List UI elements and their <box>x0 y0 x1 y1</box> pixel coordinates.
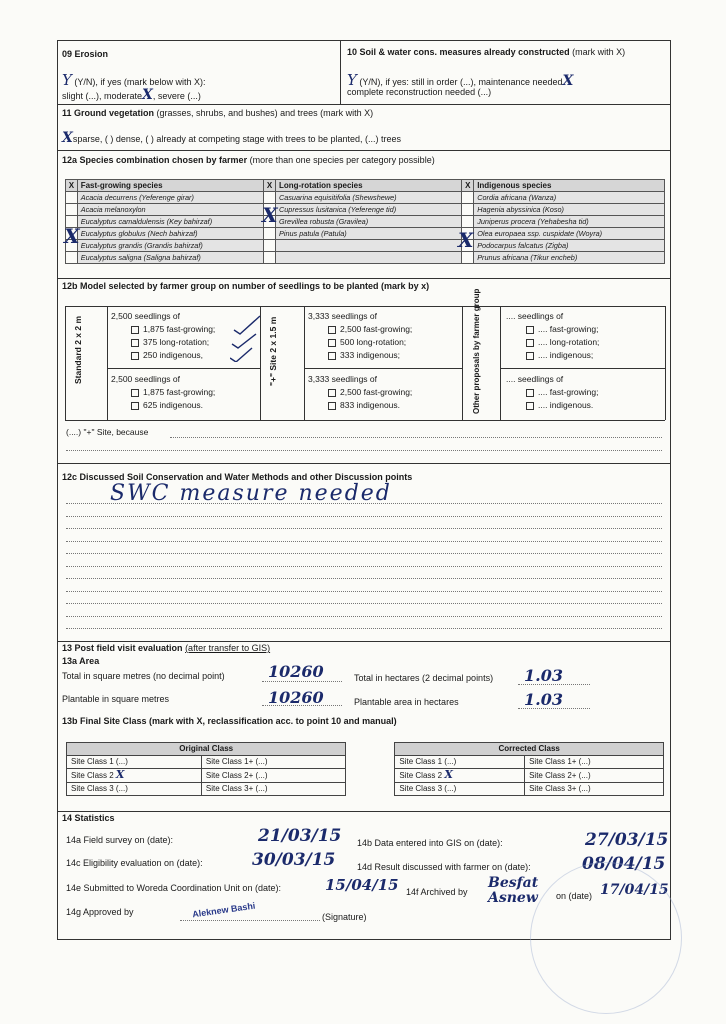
species-mark-cell <box>66 192 78 204</box>
discussion-line <box>66 566 662 567</box>
discussion-line <box>66 628 662 629</box>
option-line[interactable]: 2,500 fast-growing; <box>308 323 412 336</box>
orig-class-1plus: Site Class 1+ (...) <box>201 756 345 769</box>
total-sqm-label: Total in square metres (no decimal point) <box>62 671 225 681</box>
discussion-title: 12c Discussed Soil Conservation and Water Methods and other Discussion points <box>62 472 413 482</box>
species-row <box>66 204 665 216</box>
soil-water-line1: Y (Y/N), if yes: still in order (...), maintenance neededX <box>347 71 574 89</box>
species-title: 12a Species combination chosen by farmer (more than one species per category possible) <box>62 155 435 165</box>
area-title: 13a Area <box>62 656 100 666</box>
approval-stamp: Aleknew Bashi <box>191 900 256 920</box>
option-line[interactable]: 625 indigenous. <box>111 399 215 412</box>
discussion-line <box>66 616 662 617</box>
orig-class-3: Site Class 3 (...) <box>67 783 202 796</box>
option-line[interactable]: .... long-rotation; <box>506 336 599 349</box>
species-fast-mark: X <box>64 224 80 248</box>
option-heading: 3,333 seedlings of <box>308 311 377 321</box>
checkbox-icon[interactable] <box>328 402 336 410</box>
option-heading: 3,333 seedlings of <box>308 374 377 384</box>
species-name-cell: Olea europaea ssp. cuspidate (Woyra) <box>474 228 665 240</box>
plus-option-a <box>308 310 412 362</box>
checkbox-icon[interactable] <box>526 339 534 347</box>
post-visit-title: 13 Post field visit evaluation (after transfer to GIS) <box>62 643 271 653</box>
option-line[interactable]: 1,875 fast-growing; <box>111 386 215 399</box>
checkbox-icon[interactable] <box>131 326 139 334</box>
option-line[interactable]: 250 indigenous, <box>111 349 215 362</box>
stat-c-value: 30/03/15 <box>252 850 336 870</box>
corr-class-1plus: Site Class 1+ (...) <box>525 756 664 769</box>
plus-site-label: "+" Site 2 x 1.5 m <box>268 316 278 386</box>
option-heading: .... seedlings of <box>506 311 564 321</box>
discussion-handwritten: SWC measure needed <box>110 481 392 506</box>
option-line[interactable]: .... fast-growing; <box>506 386 598 399</box>
orig-class-3plus: Site Class 3+ (...) <box>201 783 345 796</box>
species-mark-cell <box>462 204 474 216</box>
checkbox-icon[interactable] <box>131 352 139 360</box>
erosion-line1: Y (Y/N), if yes (mark below with X): <box>62 71 206 89</box>
orig-class-2plus: Site Class 2+ (...) <box>201 769 345 783</box>
option-line[interactable]: .... fast-growing; <box>506 323 599 336</box>
option-line[interactable]: 2,500 fast-growing; <box>308 386 412 399</box>
erosion-title: 09 Erosion <box>62 49 109 59</box>
seal-stamp-icon <box>530 862 682 1014</box>
ground-veg-title: 11 Ground vegetation (grasses, shrubs, and bushes) and trees (mark with X) <box>62 108 374 118</box>
checkbox-icon[interactable] <box>328 339 336 347</box>
discussion-line <box>66 553 662 554</box>
plus-option-b <box>308 373 412 412</box>
ground-veg-mark: X <box>62 130 73 146</box>
soil-water-line2: complete reconstruction needed (...) <box>347 87 492 97</box>
standard-option-a <box>111 310 215 362</box>
total-sqm-value: 10260 <box>268 662 324 681</box>
standard-label: Standard 2 x 2 m <box>73 315 83 384</box>
orig-class-2: Site Class 2 X <box>67 769 202 783</box>
checkbox-icon[interactable] <box>526 352 534 360</box>
soil-water-answer: Y <box>347 71 357 89</box>
discussion-line <box>66 516 662 517</box>
species-name-cell: Eucalyptus camaldulensis (Key bahirzaf) <box>77 216 264 228</box>
erosion-answer: Y <box>62 71 72 89</box>
species-table: X Fast-growing species X Long-rotation species X Indigenous species Acacia decurrens (Yeferenge girar) Casuarina equisitifolia (Shewshewe) Cordia africana (Wanza) Acacia melanoxylon Cupressus lusitanica (Yeferenge tid) Hagenia abyssinica (Koso) Eucalyptus camaldulensis (Key bahirzaf) Grevillea robusta (Gravilea) Juniperus procera (Yehabesha tid) Eucalyptus globulus (Nech bahirzaf) Pinus patula (Patula) Olea europaea ssp. cuspidate (Woyra) Eucalyptus grandis (Grandis bahirzaf) Podocarpus falcatus (Zigba) Eucalyptus saligna (Saligna bahirzaf) Prunus africana (Tikur encheb) <box>65 179 665 264</box>
stat-f-value: 17/04/15 <box>600 882 669 898</box>
checkbox-icon[interactable] <box>328 389 336 397</box>
species-name-cell: Prunus africana (Tikur encheb) <box>474 252 665 264</box>
checkbox-icon[interactable] <box>328 326 336 334</box>
option-line[interactable]: 1,875 fast-growing; <box>111 323 215 336</box>
species-name-cell: Casuarina equisitifolia (Shewshewe) <box>275 192 462 204</box>
stat-e-value: 15/04/15 <box>325 876 399 894</box>
species-mark-cell <box>264 192 276 204</box>
species-row <box>66 228 665 240</box>
stat-d-label: 14d Result discussed with farmer on (date): <box>357 862 531 872</box>
option-line[interactable]: .... indigenous. <box>506 399 598 412</box>
plantable-sqm-value: 10260 <box>268 688 324 707</box>
species-name-cell <box>275 240 462 252</box>
species-name-cell: Acacia decurrens (Yeferenge girar) <box>77 192 264 204</box>
stat-c-label: 14c Eligibility evaluation on (date): <box>66 858 203 868</box>
statistics-title: 14 Statistics <box>62 813 115 823</box>
other-option-a <box>506 310 599 362</box>
other-proposals-label: Other proposals by farmer group <box>472 288 481 414</box>
species-name-cell: Eucalyptus saligna (Saligna bahirzaf) <box>77 252 264 264</box>
erosion-mark: X <box>142 87 153 103</box>
checkbox-icon[interactable] <box>131 339 139 347</box>
species-mark-cell <box>264 240 276 252</box>
species-longrot-mark: X <box>262 203 278 227</box>
discussion-line <box>66 578 662 579</box>
option-heading: 2,500 seedlings of <box>111 374 180 384</box>
species-mark-cell <box>264 252 276 264</box>
checkbox-icon[interactable] <box>526 402 534 410</box>
option-line[interactable]: 375 long-rotation; <box>111 336 215 349</box>
discussion-line <box>66 591 662 592</box>
total-ha-value: 1.03 <box>524 666 563 685</box>
species-row <box>66 192 665 204</box>
option-line[interactable]: .... indigenous; <box>506 349 599 362</box>
plantable-ha-value: 1.03 <box>524 690 563 709</box>
corr-class-3plus: Site Class 3+ (...) <box>525 783 664 796</box>
option-line[interactable]: 333 indigenous; <box>308 349 412 362</box>
corr-class-2plus: Site Class 2+ (...) <box>525 769 664 783</box>
species-mark-cell <box>462 252 474 264</box>
discussion-line <box>66 603 662 604</box>
stat-b-value: 27/03/15 <box>585 830 669 850</box>
signature-label: (Signature) <box>322 912 367 922</box>
option-heading: .... seedlings of <box>506 374 564 384</box>
plantable-sqm-label: Plantable in square metres <box>62 694 170 704</box>
species-name-cell: Hagenia abyssinica (Koso) <box>474 204 665 216</box>
stat-d-value: 08/04/15 <box>582 854 666 874</box>
model-title: 12b Model selected by farmer group on number of seedlings to be planted (mark by x) <box>62 281 430 291</box>
option-line[interactable]: 500 long-rotation; <box>308 336 412 349</box>
species-mark-cell <box>264 228 276 240</box>
soil-water-title: 10 Soil & water cons. measures already constructed (mark with X) <box>347 47 626 57</box>
stat-f-label: 14f Archived by <box>406 887 468 897</box>
species-mark-cell <box>66 204 78 216</box>
option-heading: 2,500 seedlings of <box>111 311 180 321</box>
species-indig-mark: X <box>458 228 474 252</box>
other-option-b <box>506 373 598 412</box>
species-row <box>66 216 665 228</box>
soil-water-mark: X <box>562 73 574 89</box>
discussion-line <box>66 541 662 542</box>
checkbox-icon[interactable] <box>526 326 534 334</box>
stat-a-value: 21/03/15 <box>258 826 342 846</box>
stat-b-label: 14b Data entered into GIS on (date): <box>357 838 503 848</box>
species-name-cell: Grevillea robusta (Gravilea) <box>275 216 462 228</box>
stat-a-label: 14a Field survey on (date): <box>66 835 174 845</box>
species-name-cell <box>275 252 462 264</box>
erosion-line2: slight (...), moderateX, severe (...) <box>62 87 201 103</box>
stat-g-label: 14g Approved by <box>66 907 134 917</box>
corr-class-1: Site Class 1 (...) <box>395 756 525 769</box>
species-mark-cell <box>462 192 474 204</box>
species-name-cell: Eucalyptus grandis (Grandis bahirzaf) <box>77 240 264 252</box>
corr-class-3: Site Class 3 (...) <box>395 783 525 796</box>
stat-e-label: 14e Submitted to Woreda Coordination Unit on (date): <box>66 883 281 893</box>
species-row <box>66 240 665 252</box>
ground-veg-options: Xsparse, ( ) dense, ( ) already at competing stage with trees to be planted, (...) trees <box>62 130 402 146</box>
checkbox-icon[interactable] <box>526 389 534 397</box>
stat-f-name: Besfat Asnew <box>488 875 539 906</box>
species-name-cell: Podocarpus falcatus (Zigba) <box>474 240 665 252</box>
plantable-ha-label: Plantable area in hectares <box>354 697 459 707</box>
species-name-cell: Pinus patula (Patula) <box>275 228 462 240</box>
species-row <box>66 252 665 264</box>
orig-class-1: Site Class 1 (...) <box>67 756 202 769</box>
corr-class-2: Site Class 2 X <box>395 769 525 783</box>
species-name-cell: Cordia africana (Wanza) <box>474 192 665 204</box>
site-class-table: Original Class Corrected Class Site Class 1 (...) Site Class 1+ (...) Site Class 1 (...) Site Class 1+ (...) Site Class 2 X Site Class 2+ (...) Site Class 2 X Site Class 2+ (...) Site Class 3 (...) Site Class 3+ (...) Site Class 3 (...) Site Class 3+ (...) <box>66 742 664 796</box>
stat-f-on: on (date) <box>556 891 593 901</box>
species-name-cell: Eucalyptus globulus (Nech bahirzaf) <box>77 228 264 240</box>
species-mark-cell <box>66 252 78 264</box>
species-mark-cell <box>462 216 474 228</box>
standard-option-b <box>111 373 215 412</box>
checkbox-icon[interactable] <box>131 389 139 397</box>
checkbox-icon[interactable] <box>328 352 336 360</box>
site-class-title: 13b Final Site Class (mark with X, reclassification acc. to point 10 and manual) <box>62 716 397 726</box>
discussion-line <box>66 528 662 529</box>
checkmark-icon <box>230 312 270 362</box>
total-ha-label: Total in hectares (2 decimal points) <box>354 673 494 683</box>
species-name-cell: Cupressus lusitanica (Yeferenge tid) <box>275 204 462 216</box>
plus-because: (....) "+" Site, because <box>66 427 149 437</box>
checkbox-icon[interactable] <box>131 402 139 410</box>
discussion-line <box>66 503 662 504</box>
option-line[interactable]: 833 indigenous. <box>308 399 412 412</box>
species-name-cell: Acacia melanoxylon <box>77 204 264 216</box>
species-name-cell: Juniperus procera (Yehabesha tid) <box>474 216 665 228</box>
